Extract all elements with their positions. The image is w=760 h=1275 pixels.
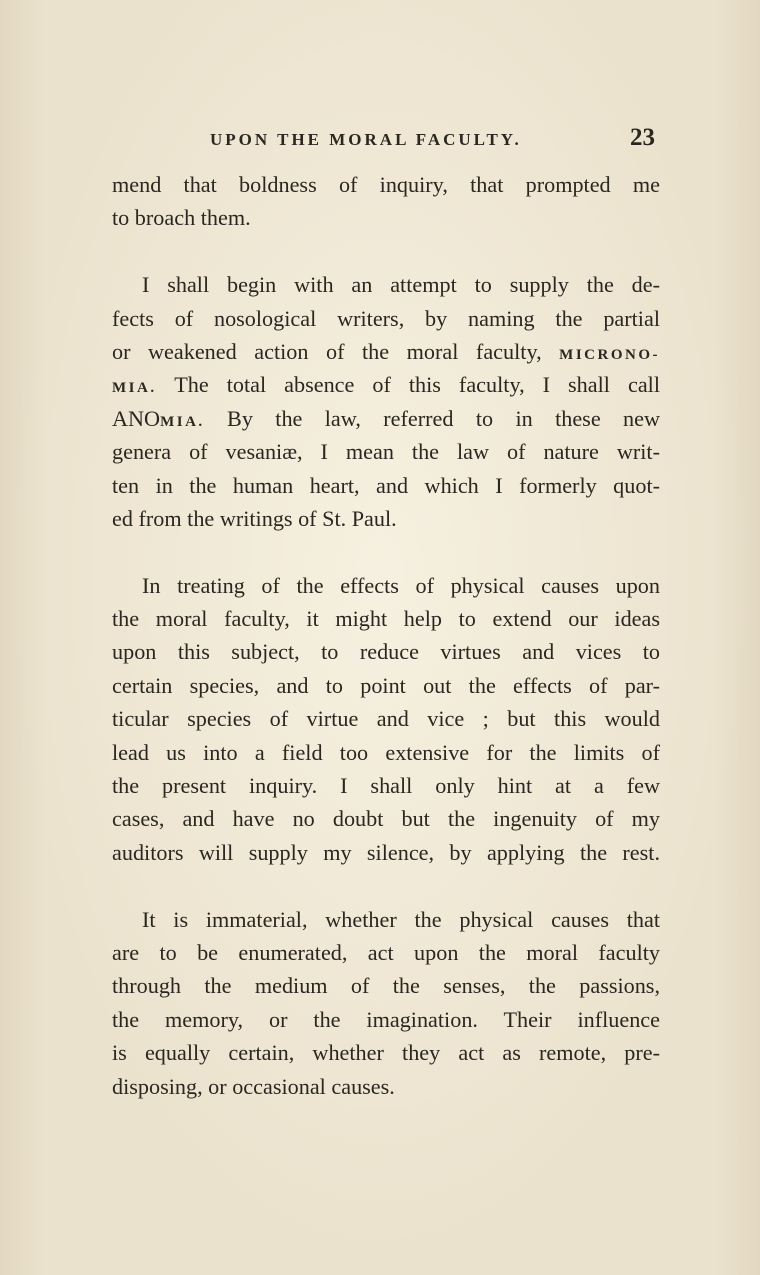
text-line: is equally certain, whether they act as remote, pre- (112, 1040, 660, 1066)
text-line: disposing, or occasional causes. (112, 1073, 395, 1099)
small-caps-term: MICRONO- (559, 346, 660, 363)
small-caps-term: MIA. (112, 380, 157, 397)
running-head: UPON THE MORAL FACULTY. (210, 130, 522, 149)
paragraph-4 (112, 903, 660, 1103)
text-line: cases, and have no doubt but the ingenuity of my (112, 806, 660, 832)
paragraph-3 (112, 569, 660, 870)
text-line: mend that boldness of inquiry, that prompted me (112, 172, 660, 197)
body-text (112, 168, 660, 1136)
text-line: to broach them. (112, 205, 251, 231)
text-line: auditors will supply my silence, by applying the rest. (112, 839, 660, 865)
page-header (110, 124, 655, 160)
text-line: ten in the human heart, and which I formerly quot- (112, 472, 660, 498)
paragraph-1 (112, 168, 660, 235)
paragraph-2 (112, 268, 660, 535)
text-line: the moral faculty, it might help to extend our ideas (112, 606, 660, 632)
text-line: ticular species of virtue and vice ; but this would (112, 706, 660, 732)
text-line: MIA. The total absence of this faculty, I shall call (112, 372, 660, 398)
text-line: lead us into a field too extensive for the limits of (112, 739, 660, 765)
text-line: ed from the writings of St. Paul. (112, 505, 397, 531)
text-line: fects of nosological writers, by naming the partial (112, 305, 660, 331)
text-line: In treating of the effects of physical causes upon (142, 572, 660, 598)
text-line: ANOMIA. By the law, referred to in these new (112, 405, 660, 431)
text-line: are to be enumerated, act upon the moral faculty (112, 939, 660, 965)
text-line: I shall begin with an attempt to supply the de- (142, 272, 660, 298)
text-line: the memory, or the imagination. Their influence (112, 1006, 660, 1032)
text-line: certain species, and to point out the effects of par- (112, 672, 660, 698)
page-number: 23 (630, 124, 655, 151)
text-line: through the medium of the senses, the passions, (112, 973, 660, 999)
text-line: It is immaterial, whether the physical causes that (142, 906, 660, 932)
text-line: the present inquiry. I shall only hint at a few (112, 773, 660, 799)
text-line: upon this subject, to reduce virtues and vices to (112, 639, 660, 665)
text-line: or weakened action of the moral faculty, MICRONO- (112, 338, 660, 364)
small-caps-term: MIA. (160, 413, 205, 430)
text-line: genera of vesaniæ, I mean the law of nature writ- (112, 439, 660, 465)
